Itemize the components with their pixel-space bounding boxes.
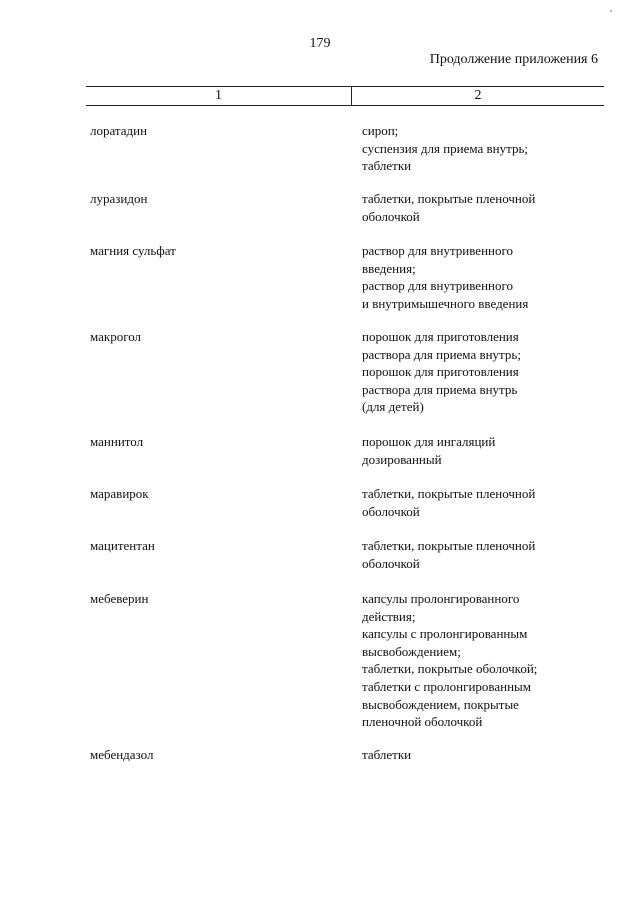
dosage-form-line: действия; — [362, 608, 416, 624]
dosage-form-line: суспензия для приема внутрь; — [362, 140, 529, 156]
dosage-form-line: дозированный — [362, 451, 442, 467]
dosage-form-line: таблетки, покрытые пленочной — [362, 486, 536, 501]
dosage-form-line: пленочной оболочкой — [362, 714, 483, 730]
dosage-form-line: оболочкой — [362, 208, 420, 224]
dosage-form-line: оболочкой — [362, 503, 420, 519]
dosage-form-line: сироп; — [362, 123, 399, 138]
drug-name: мебеверин — [90, 591, 149, 606]
dosage-form-line: порошок для приготовления — [362, 364, 519, 380]
drug-name: лоратадин — [90, 123, 148, 138]
table-header — [86, 86, 604, 106]
dosage-form-line: раствор для внутривенного — [362, 243, 513, 258]
dosage-form-line: таблетки, покрытые пленочной — [362, 538, 536, 553]
dosage-form-line: высвобождением; — [362, 643, 461, 659]
dosage-forms — [362, 485, 602, 520]
dosage-form-line: таблетки — [362, 747, 412, 762]
dosage-forms — [362, 242, 602, 312]
drug-name: луразидон — [90, 191, 148, 206]
dosage-forms — [362, 433, 602, 468]
dosage-forms — [362, 122, 602, 175]
drug-name: мебендазол — [90, 747, 154, 762]
dosage-form-line: раствора для приема внутрь — [362, 381, 518, 397]
dosage-form-line: введения; — [362, 260, 416, 276]
drug-name: макрогол — [90, 329, 142, 344]
dosage-form-line: и внутримышечного введения — [362, 295, 529, 311]
dosage-forms — [362, 190, 602, 225]
dosage-forms — [362, 328, 602, 416]
dosage-form-line: оболочкой — [362, 555, 420, 571]
dosage-form-line: таблетки, покрытые пленочной — [362, 191, 536, 206]
drug-name: маравирок — [90, 486, 149, 501]
page-number: 179 — [309, 36, 331, 51]
drug-name: мацитентан — [90, 538, 155, 553]
drug-name: маннитол — [90, 434, 144, 449]
dosage-forms — [362, 590, 602, 731]
dosage-form-line: (для детей) — [362, 399, 424, 415]
dosage-form-line: порошок для ингаляций — [362, 434, 496, 449]
dosage-form-line: раствора для приема внутрь; — [362, 346, 521, 362]
dosage-forms — [362, 537, 602, 572]
column-header-1: 1 — [86, 87, 352, 105]
dosage-form-line: раствор для внутривенного — [362, 278, 513, 294]
dosage-form-line: капсулы пролонгированного — [362, 591, 520, 606]
dosage-form-line: таблетки с пролонгированным — [362, 678, 532, 694]
appendix-caption: Продолжение приложения 6 — [429, 52, 598, 67]
column-header-2: 2 — [474, 88, 482, 103]
dosage-form-line: порошок для приготовления — [362, 329, 519, 344]
dosage-form-line: таблетки, покрытые оболочкой; — [362, 661, 538, 677]
drug-name: магния сульфат — [90, 243, 176, 258]
dosage-form-line: таблетки — [362, 158, 412, 174]
dosage-form-line: высвобождением, покрытые — [362, 696, 519, 712]
dosage-form-line: капсулы с пролонгированным — [362, 626, 528, 642]
scan-dot-artifact — [610, 10, 612, 12]
dosage-forms — [362, 746, 602, 764]
